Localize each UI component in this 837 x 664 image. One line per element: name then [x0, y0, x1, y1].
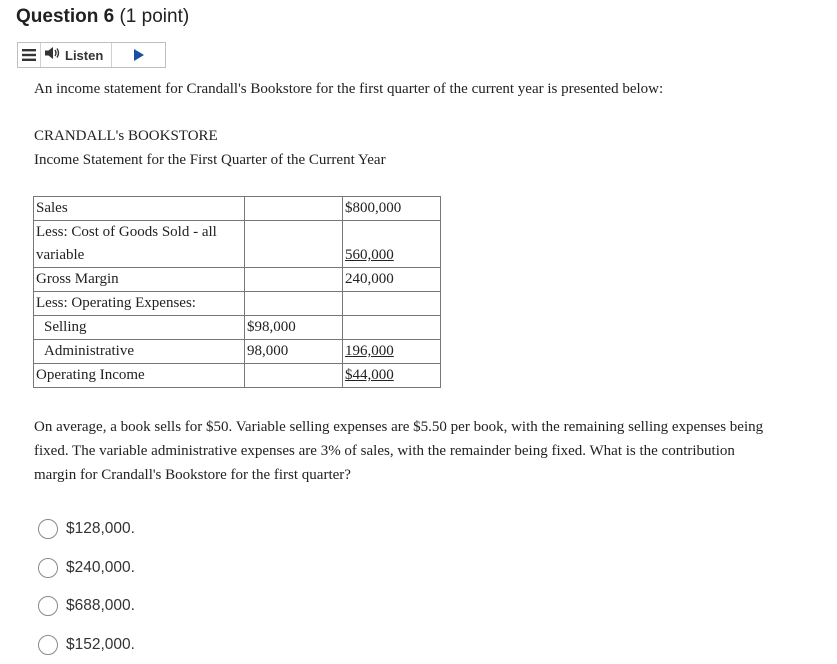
row-detail: $98,000: [245, 316, 343, 340]
question-points: (1 point): [119, 6, 189, 27]
listen-button[interactable]: [40, 43, 112, 67]
statement-title: Income Statement for the First Quarter of the Current Year: [34, 152, 386, 169]
row-amount: [343, 340, 441, 364]
row-amount: $800,000: [343, 197, 441, 221]
row-amount: 240,000: [343, 268, 441, 292]
row-label-line: Less: Cost of Goods Sold - all: [36, 221, 242, 244]
speaker-icon: [45, 46, 61, 65]
row-amount: [343, 364, 441, 388]
answer-option[interactable]: [38, 510, 135, 549]
row-detail: [245, 364, 343, 388]
question-title: [16, 6, 189, 28]
question-text: On average, a book sells for $50. Variable selling expenses are $5.50 per book, with the remaining selling expenses being fixed. The variable administrative expenses are 3% of sales, with the remainder being fixed. What is the contribution margin for Crandall's Bookstore for the first quarter?: [34, 415, 774, 487]
menu-icon[interactable]: [18, 43, 40, 67]
row-label: Administrative: [34, 340, 245, 364]
play-button[interactable]: [112, 43, 165, 67]
listen-label: Listen: [65, 48, 103, 63]
radio-button[interactable]: [38, 519, 58, 539]
intro-text: An income statement for Crandall's Bookstore for the first quarter of the current year is presented below:: [34, 81, 663, 98]
radio-button[interactable]: [38, 596, 58, 616]
table-row: [34, 197, 441, 221]
table-row: [34, 221, 441, 268]
row-label-line: variable: [36, 244, 242, 267]
answer-options: [38, 510, 135, 664]
row-label: Operating Income: [34, 364, 245, 388]
option-label: $128,000.: [66, 520, 135, 538]
row-label: Less: Operating Expenses:: [34, 292, 245, 316]
amount-underlined: $44,000: [345, 367, 394, 383]
table-row: [34, 268, 441, 292]
option-label: $688,000.: [66, 597, 135, 615]
row-label: Gross Margin: [34, 268, 245, 292]
income-statement-table: [33, 196, 441, 388]
row-detail: [245, 292, 343, 316]
row-amount: [343, 316, 441, 340]
row-detail: [245, 197, 343, 221]
row-label: Selling: [34, 316, 245, 340]
radio-button[interactable]: [38, 558, 58, 578]
table-row: [34, 292, 441, 316]
table-row: [34, 364, 441, 388]
amount-underlined: 196,000: [345, 343, 394, 359]
option-label: $240,000.: [66, 559, 135, 577]
play-icon: [134, 49, 144, 61]
answer-option[interactable]: [38, 549, 135, 588]
table-row: [34, 340, 441, 364]
listen-toolbar: [17, 42, 166, 68]
row-label: Sales: [34, 197, 245, 221]
row-amount: [343, 292, 441, 316]
row-amount: [343, 221, 441, 268]
amount-underlined: 560,000: [345, 244, 438, 267]
answer-option[interactable]: [38, 626, 135, 664]
table-row: [34, 316, 441, 340]
row-label: [34, 221, 245, 268]
answer-option[interactable]: [38, 587, 135, 626]
radio-button[interactable]: [38, 635, 58, 655]
option-label: $152,000.: [66, 636, 135, 654]
row-detail: [245, 268, 343, 292]
question-number: Question 6: [16, 6, 114, 27]
row-detail: [245, 221, 343, 268]
row-detail: 98,000: [245, 340, 343, 364]
company-name: CRANDALL's BOOKSTORE: [34, 128, 218, 145]
